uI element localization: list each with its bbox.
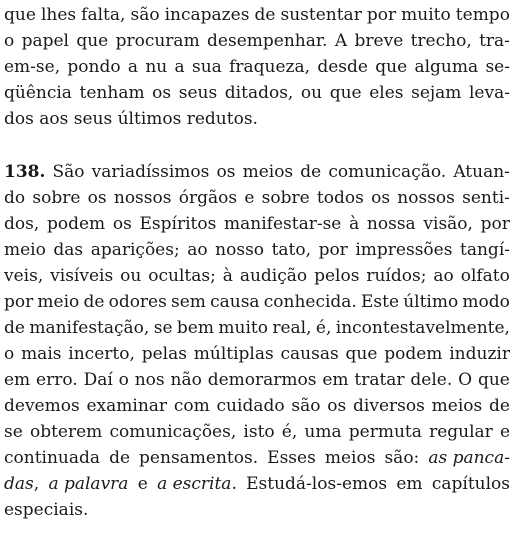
text-line xyxy=(4,471,510,497)
word: o xyxy=(118,370,129,390)
word: incapazes xyxy=(164,5,250,25)
word: podem xyxy=(46,214,106,234)
word: Daí xyxy=(83,370,113,390)
word: tratar xyxy=(354,370,405,390)
word: podem xyxy=(384,344,443,364)
word: impressões xyxy=(355,240,453,260)
word: manifestar-se xyxy=(224,214,342,234)
word: à xyxy=(222,266,233,286)
word: o xyxy=(4,31,15,51)
word: pelos xyxy=(314,266,360,286)
word: tato, xyxy=(271,240,312,260)
word: real, xyxy=(272,318,312,338)
paragraph-1 xyxy=(4,2,510,132)
word: Atuan- xyxy=(453,162,510,182)
word: tenham xyxy=(79,83,145,103)
word: a xyxy=(127,57,139,77)
text-line xyxy=(4,80,510,106)
word: demorarmos xyxy=(207,370,317,390)
word: regular xyxy=(429,422,493,442)
word: que xyxy=(375,57,408,77)
word: qüência xyxy=(4,83,72,103)
word: de xyxy=(83,292,105,312)
word: sejam xyxy=(411,83,462,103)
word: fraqueza, xyxy=(229,57,311,77)
word: diversos xyxy=(353,396,425,416)
word: os xyxy=(216,162,236,182)
word: ruídos; xyxy=(366,266,427,286)
word: os xyxy=(87,188,107,208)
word: de xyxy=(489,396,510,416)
word: meios xyxy=(431,396,483,416)
word: não xyxy=(170,370,202,390)
word: audição xyxy=(239,266,308,286)
word: visão, xyxy=(423,214,473,234)
word: variadíssimos xyxy=(91,162,210,182)
word: que xyxy=(477,370,510,390)
text-line xyxy=(4,419,510,445)
text-line xyxy=(4,263,510,289)
word: nosso xyxy=(215,240,265,260)
word: lhes xyxy=(40,5,77,25)
word: pensamentos. xyxy=(139,448,259,468)
word: meio xyxy=(37,292,80,312)
word: os xyxy=(371,188,391,208)
word: bem xyxy=(176,318,214,338)
text-line xyxy=(4,237,510,263)
word: leva- xyxy=(469,83,510,103)
text-line xyxy=(4,315,510,341)
word: comunicações, xyxy=(109,422,237,442)
word: de xyxy=(254,5,276,25)
word: Esses xyxy=(267,448,316,468)
word: das xyxy=(53,240,84,260)
word: obterem xyxy=(29,422,103,442)
word: os xyxy=(112,214,132,234)
word: por xyxy=(318,240,348,260)
word: nu xyxy=(145,57,168,77)
word: cuidado xyxy=(216,396,285,416)
word: que xyxy=(4,5,36,25)
word: em-se, xyxy=(4,57,61,77)
italic-term: das xyxy=(4,474,34,494)
italic-term: a escrita xyxy=(157,474,232,494)
word: à xyxy=(349,214,360,234)
word: sua xyxy=(191,57,222,77)
word: desde xyxy=(317,57,368,77)
word: em xyxy=(396,474,423,494)
word: com xyxy=(173,396,210,416)
word: senti- xyxy=(462,188,510,208)
word: muito xyxy=(401,5,451,25)
word: todos xyxy=(316,188,364,208)
word: O xyxy=(458,370,473,390)
word: os xyxy=(152,83,172,103)
word: de xyxy=(300,162,322,182)
word: por xyxy=(480,214,510,234)
text-line xyxy=(4,2,510,28)
word: olfato xyxy=(460,266,510,286)
word: conhecida. xyxy=(263,292,357,312)
word: comunicação. xyxy=(328,162,447,182)
word: sustentar xyxy=(280,5,362,25)
word: erro. xyxy=(36,370,78,390)
text-line xyxy=(4,341,510,367)
text-line xyxy=(4,367,510,393)
text-line xyxy=(4,445,510,471)
word: tangí- xyxy=(460,240,510,260)
word: nossos xyxy=(113,188,172,208)
word: sem xyxy=(171,292,206,312)
word: se- xyxy=(485,57,510,77)
word: se xyxy=(4,422,23,442)
word: são xyxy=(291,396,321,416)
text-line xyxy=(4,28,510,54)
word: capítulos xyxy=(431,474,510,494)
text-line xyxy=(4,289,510,315)
word: meios xyxy=(324,448,376,468)
word: odores xyxy=(108,292,167,312)
text-line: dos aos seus últimos redutos. xyxy=(4,109,258,129)
text-line xyxy=(4,54,510,80)
word: A xyxy=(334,31,348,51)
word: procuram xyxy=(115,31,200,51)
word: ou xyxy=(120,266,142,286)
word: São xyxy=(52,162,85,182)
paragraph-gap xyxy=(4,132,510,159)
word: breve xyxy=(354,31,404,51)
word: são xyxy=(130,5,160,25)
italic-term: a palavra xyxy=(48,474,129,494)
word: permuta xyxy=(348,422,422,442)
word: pondo xyxy=(67,57,121,77)
punctuation: . xyxy=(231,474,237,494)
word: nos xyxy=(134,370,165,390)
word: que xyxy=(76,31,109,51)
word: ou xyxy=(300,83,323,103)
paragraph-138 xyxy=(4,159,510,523)
word: é, xyxy=(315,318,332,338)
word: incerto, xyxy=(68,344,135,364)
word: visíveis xyxy=(50,266,114,286)
word: sobre xyxy=(32,188,81,208)
word: dos, xyxy=(4,214,40,234)
word: seus xyxy=(178,83,218,103)
word: ocultas; xyxy=(148,266,216,286)
word: nossa xyxy=(366,214,416,234)
word: ao xyxy=(187,240,208,260)
word: é, xyxy=(281,422,298,442)
conjunction: e xyxy=(137,474,148,494)
word: tempo xyxy=(455,5,510,25)
text-line xyxy=(4,393,510,419)
word: falta, xyxy=(81,5,126,25)
word: mais xyxy=(21,344,62,364)
word: sobre xyxy=(261,188,310,208)
word: são: xyxy=(384,448,420,468)
word: a xyxy=(174,57,185,77)
italic-group xyxy=(157,471,237,497)
word: aparições; xyxy=(90,240,180,260)
word: veis, xyxy=(4,266,44,286)
word: meio xyxy=(4,240,46,260)
word: do xyxy=(4,188,26,208)
word: causas xyxy=(280,344,339,364)
italic-term: as panca- xyxy=(428,448,510,468)
word: múltiplas xyxy=(193,344,274,364)
word: alguma xyxy=(414,57,479,77)
word: desempenhar. xyxy=(207,31,328,51)
word: órgãos xyxy=(178,188,238,208)
word: trecho, xyxy=(410,31,472,51)
word: nossos xyxy=(397,188,455,208)
word: isto xyxy=(243,422,275,442)
word: Estudá-los-emos xyxy=(246,474,388,494)
word: último xyxy=(403,292,459,312)
text-line xyxy=(4,211,510,237)
word: uma xyxy=(304,422,342,442)
word: ditados, xyxy=(224,83,294,103)
word: meios xyxy=(242,162,294,182)
word: o xyxy=(4,344,15,364)
word: muito xyxy=(218,318,268,338)
word: eles xyxy=(369,83,404,103)
word: e xyxy=(244,188,255,208)
word: que xyxy=(345,344,378,364)
word: por xyxy=(4,292,34,312)
word: devemos xyxy=(4,396,80,416)
word: de xyxy=(109,448,131,468)
text-line xyxy=(4,159,510,185)
word: por xyxy=(366,5,397,25)
text-line: especiais. xyxy=(4,500,89,520)
word: que xyxy=(329,83,362,103)
word: em xyxy=(4,370,31,390)
document-page xyxy=(4,2,510,523)
word: os xyxy=(327,396,347,416)
word: pelas xyxy=(141,344,187,364)
word: modo xyxy=(462,292,510,312)
word: examinar xyxy=(86,396,168,416)
separator: , xyxy=(33,474,40,494)
word: dele. xyxy=(410,370,453,390)
word: ao xyxy=(433,266,454,286)
word: em xyxy=(322,370,349,390)
word: de xyxy=(4,318,25,338)
word: tra- xyxy=(479,31,510,51)
italic-group xyxy=(4,471,39,497)
word: papel xyxy=(21,31,69,51)
paragraph-number: 138. xyxy=(4,162,46,182)
word: Espíritos xyxy=(139,214,217,234)
word: e xyxy=(499,422,510,442)
word: Este xyxy=(361,292,400,312)
word: incontestavelmente, xyxy=(335,318,510,338)
word: se xyxy=(153,318,173,338)
text-line xyxy=(4,185,510,211)
word: causa xyxy=(210,292,260,312)
word: continuada xyxy=(4,448,101,468)
word: induzir xyxy=(449,344,510,364)
word: manifestação, xyxy=(29,318,150,338)
